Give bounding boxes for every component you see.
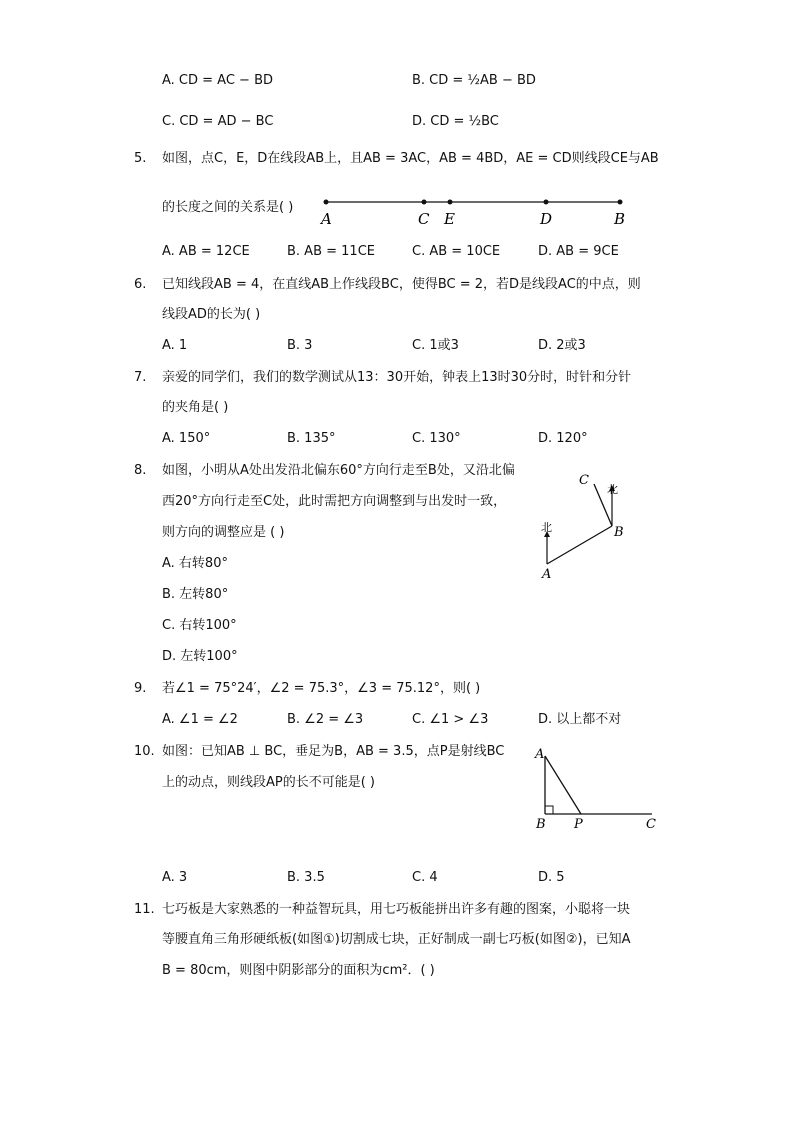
q6-number: 6. [134, 277, 147, 292]
q11-text-line2: 等腰直角三角形硬纸板(如图①)切割成七块，正好制成一副七巧板(如图②)，已知A [162, 932, 631, 947]
q6-text-line1: 已知线段AB = 4，在直线AB上作线段BC，使得BC = 2，若D是线段AC的中点，则 [162, 277, 641, 292]
label-b: B [614, 210, 626, 228]
q5-text-line1: 如图，点C，E，D在线段AB上，且AB = 3AC，AB = 4BD，AE = CD则线段CE与AB [162, 151, 659, 166]
q9-option-d: D. 以上都不对 [538, 712, 622, 727]
point-d [544, 200, 549, 205]
point-c [422, 200, 427, 205]
point-b [618, 200, 623, 205]
q6-option-a: A. 1 [162, 338, 188, 353]
segment-ap [545, 756, 581, 814]
q7-option-a: A. 150° [162, 431, 211, 446]
q7-number: 7. [134, 370, 147, 385]
q5-option-b: B. AB = 11CE [287, 244, 375, 259]
q4-option-b: B. CD = ½AB − BD [412, 73, 536, 88]
q7-option-d: D. 120° [538, 431, 588, 446]
q10-option-d: D. 5 [538, 870, 565, 885]
q7-option-c: C. 130° [412, 431, 461, 446]
q8-number: 8. [134, 463, 147, 478]
point-a [324, 200, 329, 205]
q6-text-line2: 线段AD的长为( ) [162, 307, 261, 322]
q8-direction-figure [530, 466, 640, 586]
path-a-to-b [547, 526, 612, 564]
q6-option-d: D. 2或3 [538, 338, 586, 353]
q9-number: 9. [134, 681, 147, 696]
q9-option-a: A. ∠1 = ∠2 [162, 712, 238, 727]
q8-text-line3: 则方向的调整应是 ( ) [162, 525, 285, 540]
q7-option-b: B. 135° [287, 431, 336, 446]
q5-option-c: C. AB = 10CE [412, 244, 501, 259]
q11-number: 11. [134, 902, 155, 917]
q10-number: 10. [134, 744, 155, 759]
q5-number: 5. [134, 151, 147, 166]
q5-segment-figure [318, 192, 634, 228]
label-d: D [540, 210, 553, 228]
point-label-a: A [542, 567, 552, 582]
q6-option-c: C. 1或3 [412, 338, 459, 353]
right-angle-mark [545, 806, 553, 814]
label-e: E [444, 210, 455, 228]
point-label-c: C [579, 473, 589, 488]
point-e [448, 200, 453, 205]
q10-option-a: A. 3 [162, 870, 188, 885]
q5-text-line2: 的长度之间的关系是( ) [162, 200, 294, 215]
point-label-p: P [574, 817, 583, 832]
label-a: A [321, 210, 332, 228]
q10-text-line1: 如图：已知AB ⊥ BC，垂足为B，AB = 3.5，点P是射线BC [162, 744, 505, 759]
q7-text-line2: 的夹角是( ) [162, 400, 229, 415]
q8-option-b: B. 左转80° [162, 587, 229, 602]
q11-text-line3: B = 80cm，则图中阴影部分的面积为cm²．( ) [162, 963, 435, 978]
q4-option-d: D. CD = ½BC [412, 114, 499, 129]
q8-option-c: C. 右转100° [162, 618, 237, 633]
point-label-a: A [535, 747, 545, 762]
q4-option-a: A. CD = AC − BD [162, 73, 274, 88]
q4-option-c: C. CD = AD − BC [162, 114, 274, 129]
q9-option-c: C. ∠1 > ∠3 [412, 712, 489, 727]
q9-text-line1: 若∠1 = 75°24′，∠2 = 75.3°，∠3 = 75.12°，则( ) [162, 681, 481, 696]
q10-text-line2: 上的动点，则线段AP的长不可能是( ) [162, 775, 376, 790]
q10-option-c: C. 4 [412, 870, 438, 885]
q10-perpendicular-figure [530, 744, 660, 834]
q7-text-line1: 亲爱的同学们，我们的数学测试从13：30开始，钟表上13时30分时，时针和分针 [162, 370, 632, 385]
q5-option-a: A. AB = 12CE [162, 244, 250, 259]
q10-option-b: B. 3.5 [287, 870, 325, 885]
point-label-b: B [536, 817, 546, 832]
q8-text-line2: 西20°方向行走至C处，此时需把方向调整到与出发时一致， [162, 494, 507, 509]
q6-option-b: B. 3 [287, 338, 313, 353]
q11-text-line1: 七巧板是大家熟悉的一种益智玩具，用七巧板能拼出许多有趣的图案，小聪将一块 [162, 902, 631, 917]
q8-option-a: A. 右转80° [162, 556, 228, 571]
q5-option-d: D. AB = 9CE [538, 244, 619, 259]
q8-option-d: D. 左转100° [162, 649, 238, 664]
north-label-b: 北 [607, 483, 618, 496]
point-label-c: C [646, 817, 656, 832]
label-c: C [418, 210, 430, 228]
point-label-b: B [614, 525, 624, 540]
q8-text-line1: 如图，小明从A处出发沿北偏东60°方向行走至B处，又沿北偏 [162, 463, 515, 478]
q9-option-b: B. ∠2 = ∠3 [287, 712, 364, 727]
north-label-a: 北 [541, 521, 552, 534]
